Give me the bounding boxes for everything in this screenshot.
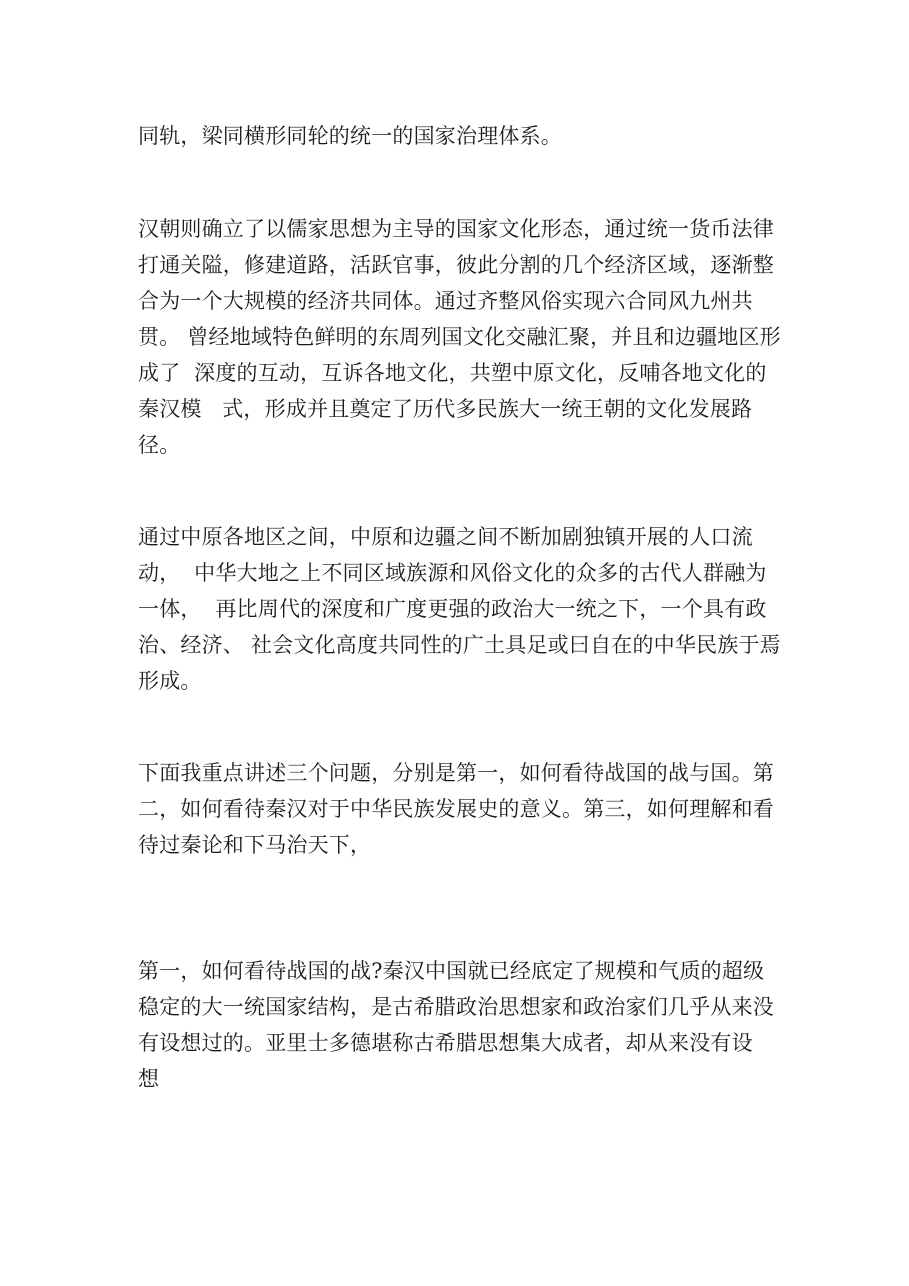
paragraph-3-line-1: 通过中原各地区之间，中原和边疆之间不断加剧独镇开展的人口流: [138, 525, 753, 549]
paragraph-3-line-4: 治、经济、 社会文化高度共同性的广土具足或曰自在的中华民族于焉: [138, 633, 781, 657]
paragraph-5-line-3: 有设想过的。亚里士多德堪称古希腊思想集大成者，却从来没有设: [138, 1031, 753, 1055]
paragraph-1-line-1: 同轨，梁同横形同轮的统一的国家治理体系。: [138, 124, 562, 148]
paragraph-5-line-4: 想: [138, 1067, 160, 1091]
paragraph-4-line-3: 待过秦论和下马治天下，: [138, 833, 372, 857]
paragraph-2-line-3: 合为一个大规模的经济共同体。通过齐整风俗实现六合同风九州共: [138, 289, 753, 313]
paragraph-2-line-4: 贯。 曾经地域特色鲜明的东周列国文化交融汇聚，并且和边疆地区形: [138, 325, 781, 349]
paragraph-4-line-1: 下面我重点讲述三个问题，分别是第一，如何看待战国的战与国。第: [138, 761, 774, 785]
paragraph-2-line-1: 汉朝则确立了以儒家思想为主导的国家文化形态，通过统一货币法律: [138, 217, 774, 241]
paragraph-3-line-2: 动， 中华大地之上不同区域族源和风俗文化的众多的古代人群融为: [138, 561, 767, 585]
paragraph-2-line-6: 秦汉模 式，形成并且奠定了历代多民族大一统王朝的文化发展路: [138, 397, 753, 421]
paragraph-5-line-2: 稳定的大一统国家结构，是古希腊政治思想家和政治家们几乎从来没: [138, 995, 774, 1019]
paragraph-2-line-7: 径。: [138, 433, 181, 457]
paragraph-5-line-1: 第一，如何看待战国的战?秦汉中国就已经底定了规模和气质的超级: [138, 959, 765, 983]
paragraph-2-line-2: 打通关隘，修建道路，活跃官事，彼此分割的几个经济区域，逐渐整: [138, 253, 774, 277]
paragraph-4-line-2: 二，如何看待秦汉对于中华民族发展史的意义。第三，如何理解和看: [138, 797, 774, 821]
paragraph-2-line-5: 成了 深度的互动，互诉各地文化，共塑中原文化，反哺各地文化的: [138, 361, 767, 385]
paragraph-3-line-5: 形成。: [138, 669, 202, 693]
paragraph-3-line-3: 一体， 再比周代的深度和广度更强的政治大一统之下，一个具有政: [138, 597, 767, 621]
